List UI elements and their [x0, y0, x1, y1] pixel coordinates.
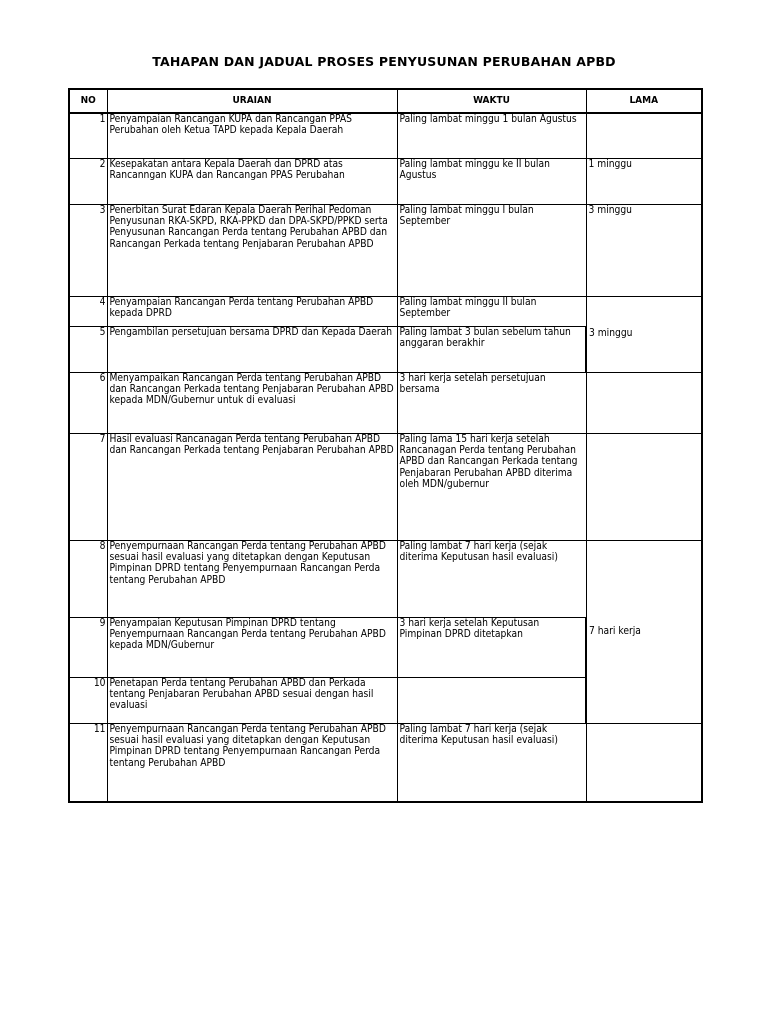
- schedule-table: [68, 88, 703, 803]
- row-lama: [586, 372, 702, 433]
- row-waktu: Paling lambat minggu 1 bulan Agustus: [397, 113, 586, 158]
- document-title: TAHAPAN DAN JADUAL PROSES PENYUSUNAN PERUBAHAN APBD: [152, 54, 616, 69]
- row-uraian: Penyempurnaan Rancangan Perda tentang Perubahan APBD sesuai hasil evaluasi yang ditetapkan dengan Keputusan Pimpinan DPRD tentang Penyempurnaan Rancangan Perda tentang Perubahan APBD: [107, 723, 397, 802]
- row-uraian: Penetapan Perda tentang Perubahan APBD dan Perkada tentang Penjabaran Perubahan APBD sesuai dengan hasil evaluasi: [107, 677, 397, 723]
- table-row: [69, 433, 702, 540]
- header-waktu: WAKTU: [397, 89, 586, 113]
- header-lama: LAMA: [586, 89, 702, 113]
- row-waktu: Paling lambat minggu II bulan September: [397, 296, 586, 326]
- row-uraian: Kesepakatan antara Kepala Daerah dan DPRD atas Rancanngan KUPA dan Rancangan PPAS Perubahan: [107, 158, 397, 204]
- header-uraian: URAIAN: [107, 89, 397, 113]
- row-waktu: [397, 677, 586, 723]
- table-row: [69, 296, 702, 326]
- table-row: [69, 158, 702, 204]
- row-no: 2: [69, 158, 107, 204]
- row-lama: 3 minggu: [586, 204, 702, 296]
- row-lama: 7 hari kerja: [586, 540, 702, 723]
- table-row: [69, 372, 702, 433]
- row-waktu: Paling lama 15 hari kerja setelah Rancanagan Perda tentang Perubahan APBD dan Rancangan Perkada tentang Penjabaran Perubahan APBD diterima oleh MDN/gubernur: [397, 433, 586, 540]
- row-no: 3: [69, 204, 107, 296]
- table-row: [69, 723, 702, 802]
- header-no: NO: [69, 89, 107, 113]
- row-no: 6: [69, 372, 107, 433]
- row-uraian: Hasil evaluasi Rancanagan Perda tentang Perubahan APBD dan Rancangan Perkada tentang Penjabaran Perubahan APBD: [107, 433, 397, 540]
- row-lama: 3 minggu: [586, 296, 702, 372]
- row-waktu: 3 hari kerja setelah Keputusan Pimpinan DPRD ditetapkan: [397, 617, 586, 677]
- row-waktu: Paling lambat minggu ke II bulan Agustus: [397, 158, 586, 204]
- row-uraian: Penerbitan Surat Edaran Kepala Daerah Perihal Pedoman Penyusunan RKA-SKPD, RKA-PPKD dan DPA-SKPD/PPKD serta Penyusunan Rancangan Perda tentang Perubahan APBD dan Rancangan Perkada tentang Penjabaran Perubahan APBD: [107, 204, 397, 296]
- row-lama: [586, 113, 702, 158]
- row-waktu: Paling lambat 7 hari kerja (sejak diterima Keputusan hasil evaluasi): [397, 540, 586, 617]
- table-row: [69, 204, 702, 296]
- row-waktu: Paling lambat 3 bulan sebelum tahun anggaran berakhir: [397, 326, 586, 372]
- row-lama: [586, 433, 702, 540]
- row-no: 11: [69, 723, 107, 802]
- row-uraian: Penyampaian Keputusan Pimpinan DPRD tentang Penyempurnaan Rancangan Perda tentang Perubahan APBD kepada MDN/Gubernur: [107, 617, 397, 677]
- row-waktu: 3 hari kerja setelah persetujuan bersama: [397, 372, 586, 433]
- row-uraian: Penyampaian Rancangan KUPA dan Rancangan PPAS Perubahan oleh Ketua TAPD kepada Kepala Daerah: [107, 113, 397, 158]
- table-row: [69, 540, 702, 617]
- row-waktu: Paling lambat minggu I bulan September: [397, 204, 586, 296]
- row-uraian: Penyempurnaan Rancangan Perda tentang Perubahan APBD sesuai hasil evaluasi yang ditetapkan dengan Keputusan Pimpinan DPRD tentang Penyempurnaan Rancangan Perda tentang Perubahan APBD: [107, 540, 397, 617]
- row-waktu: Paling lambat 7 hari kerja (sejak diterima Keputusan hasil evaluasi): [397, 723, 586, 802]
- row-no: 7: [69, 433, 107, 540]
- row-lama: 1 minggu: [586, 158, 702, 204]
- row-lama: [586, 723, 702, 802]
- row-uraian: Penyampaian Rancangan Perda tentang Perubahan APBD kepada DPRD: [107, 296, 397, 326]
- row-no: 4: [69, 296, 107, 326]
- row-uraian: Menyampaikan Rancangan Perda tentang Perubahan APBD dan Rancangan Perkada tentang Penjabaran Perubahan APBD kepada MDN/Gubernur untuk di evaluasi: [107, 372, 397, 433]
- row-no: 9: [69, 617, 107, 677]
- table-row: [69, 113, 702, 158]
- row-no: 5: [69, 326, 107, 372]
- row-no: 10: [69, 677, 107, 723]
- row-no: 8: [69, 540, 107, 617]
- row-no: 1: [69, 113, 107, 158]
- row-uraian: Pengambilan persetujuan bersama DPRD dan Kepada Daerah: [107, 326, 397, 372]
- table-header-row: [69, 89, 702, 113]
